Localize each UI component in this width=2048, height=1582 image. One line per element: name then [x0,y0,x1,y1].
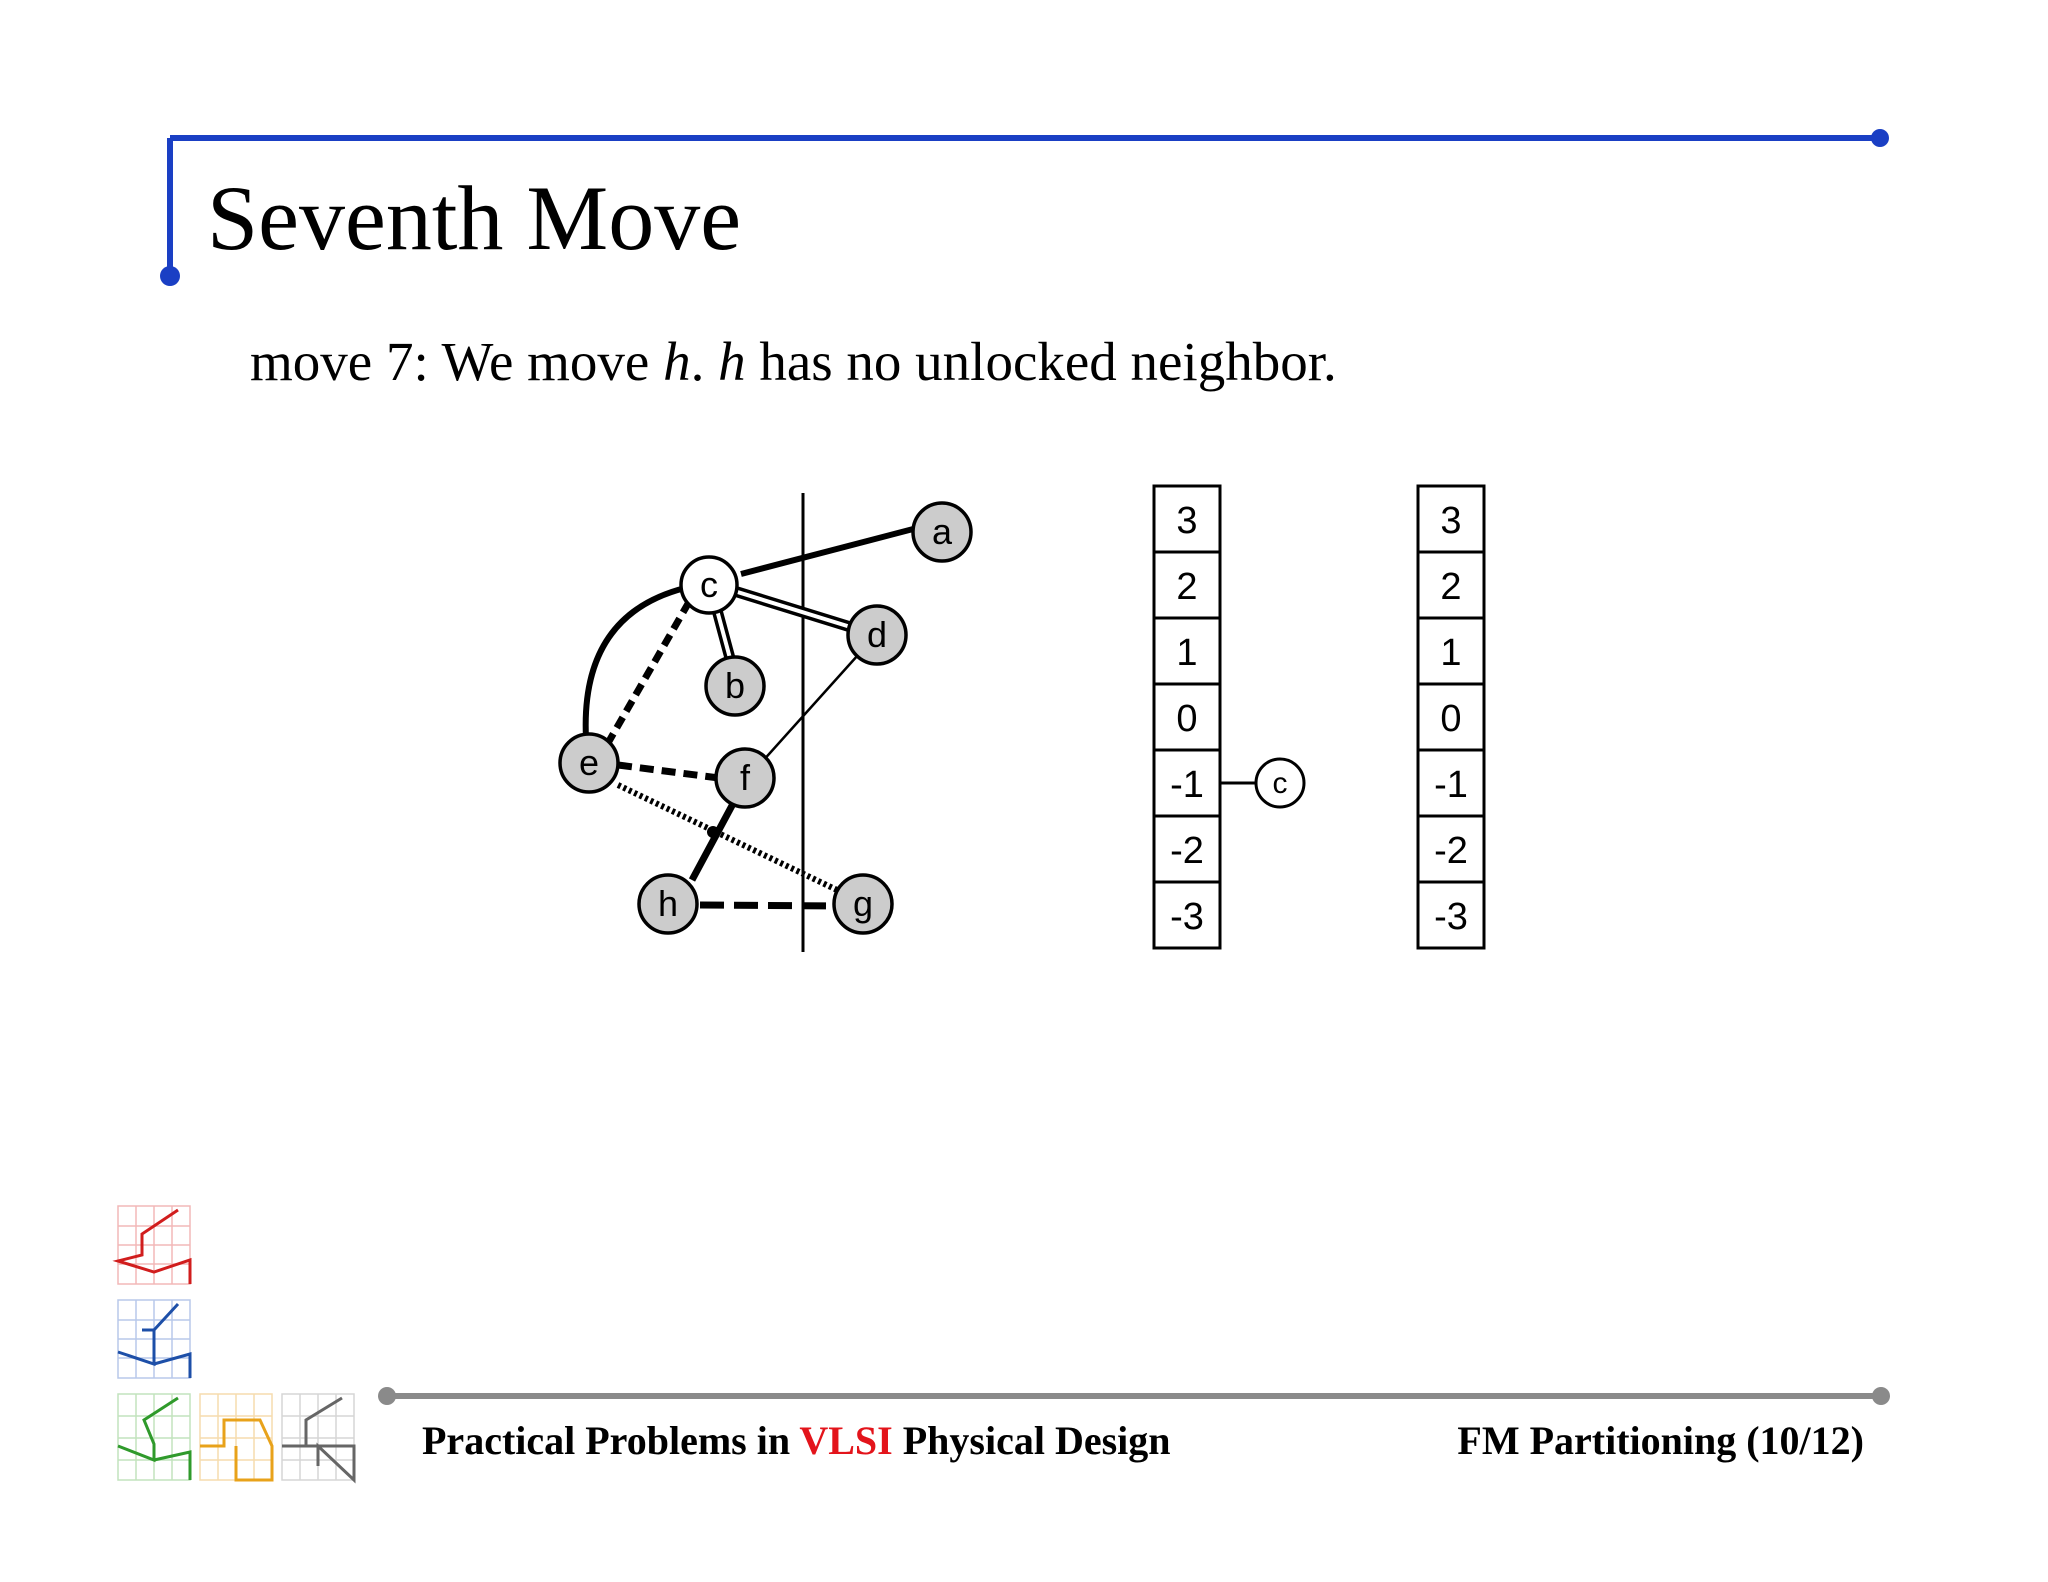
move-description-var1: h [663,331,691,392]
footer-course-prefix: Practical Problems in [422,1418,800,1463]
slide-title: Seventh Move [207,167,742,269]
bucket-value: 0 [1440,698,1462,740]
footer-course-suffix: Physical Design [892,1418,1171,1463]
bucket-value: 2 [1176,566,1198,608]
bucket-value: -2 [1170,830,1204,872]
node-c-label: c [700,564,718,605]
bucket-value: 1 [1176,632,1198,674]
node-h-label: h [657,883,679,924]
footer-course-title [422,1417,1171,1464]
bucket-value: -1 [1170,764,1204,806]
bucket-node-c-label: c [1272,767,1288,800]
logo-block-green [118,1394,190,1480]
move-description-var2: h [718,331,746,392]
footer-course-accent: VLSI [799,1418,893,1463]
move-description-suffix: has no unlocked neighbor. [745,331,1337,392]
node-b-label: b [724,665,746,706]
bucket-value: -3 [1170,896,1204,938]
node-d-label: d [866,614,888,655]
bucket-value: -3 [1434,896,1468,938]
node-f-label: f [739,757,751,798]
bucket-value: 3 [1440,500,1462,542]
bucket-value: 3 [1176,500,1198,542]
logo-block-grey [282,1394,354,1480]
move-description-prefix: move 7: We move [250,331,664,392]
bucket-value: -2 [1434,830,1468,872]
bucket-value: 2 [1440,566,1462,608]
bucket-value: 1 [1440,632,1462,674]
move-description-middle: . [690,331,719,392]
bucket-value: -1 [1434,764,1468,806]
bucket-value: 0 [1176,698,1198,740]
node-g-label: g [852,883,874,924]
node-e-label: e [578,742,600,783]
footer-slide-number: FM Partitioning (10/12) [1457,1418,1864,1463]
node-a-label: a [931,511,953,552]
